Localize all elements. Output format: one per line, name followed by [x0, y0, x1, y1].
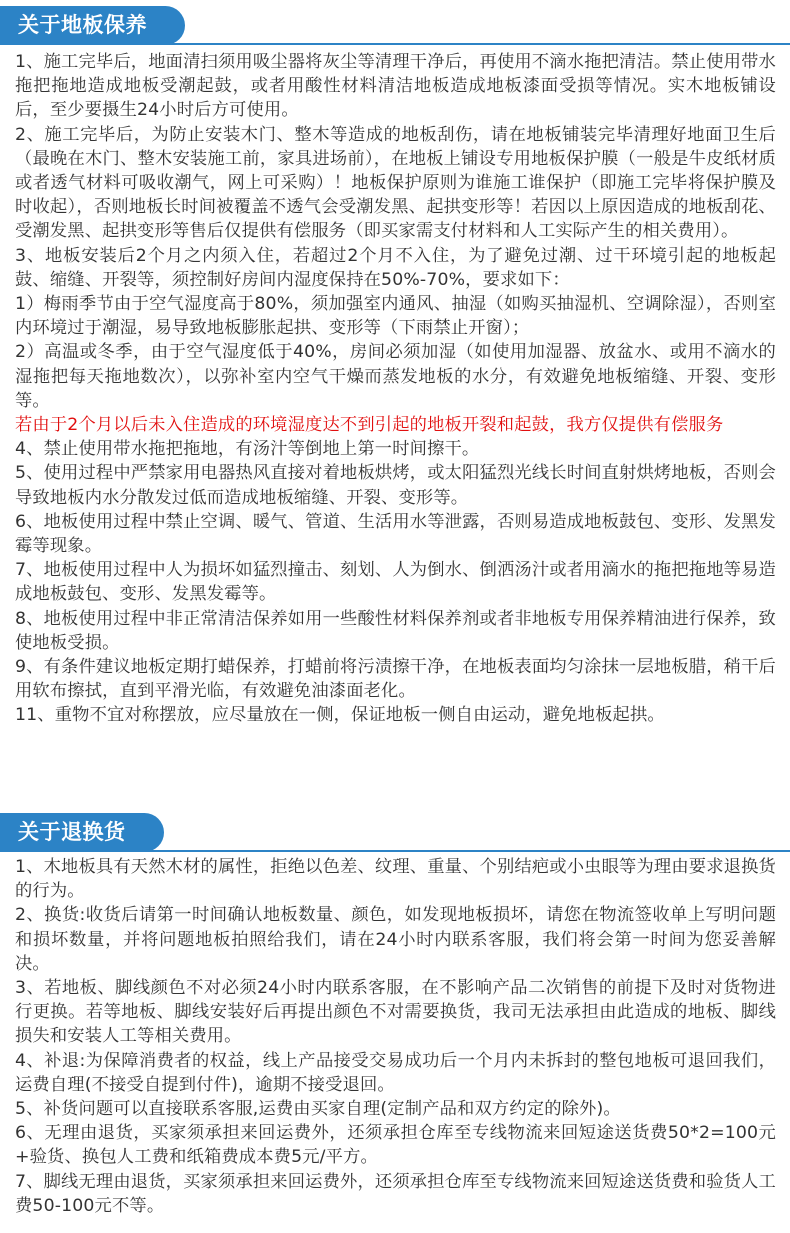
care-item-2: 2、施工完毕后，为防止安装木门、整木等造成的地板刮伤，请在地板铺装完毕清理好地面卫生后（最晚在木门、整木安装施工前，家具进场前），在地板上铺设专用地板保护膜（一般是牛皮纸材质或者透气材料可吸收潮气，网上可采购）！地板保护原则为谁施工谁保护（即施工完毕将保护膜及时收起），否则地板长时间被覆盖不透气会受潮发黑、起拱变形等！若因以上原因造成的地板刮花、受潮发黑、起拱变形等售后仅提供有偿服务（即买家需支付材料和人工实际产生的相关费用）。	[15, 124, 776, 242]
returns-item-3: 3、若地板、脚线颜色不对必须24小时内联系客服，在不影响产品二次销售的前提下及时对货物进行更换。若等地板、脚线安装好后再提出颜色不对需要换货，我司无法承担由此造成的地板、脚线损失和安装人工等相关费用。	[15, 978, 776, 1047]
returns-item-2: 2、换货:收货后请第一时间确认地板数量、颜色，如发现地板损坏，请您在物流签收单上写明问题和损坏数量，并将问题地板拍照给我们，请在24小时内联系客服，我们将会第一时间为您妥善解决。	[15, 905, 776, 974]
returns-item-1: 1、木地板具有天然木材的属性，拒绝以色差、纹理、重量、个别结疤或小虫眼等为理由要求退换货的行为。	[15, 857, 776, 902]
return-policy-section	[0, 813, 790, 1216]
care-item-1: 1、施工完毕后，地面清扫须用吸尘器将灰尘等清理干净后，再使用不滴水拖把清洁。禁止使用带水拖把拖地造成地板受潮起鼓，或者用酸性材料清洁地板造成地板漆面受损等情况。实木地板铺设后，至少要摄生24小时后方可使用。	[15, 52, 776, 121]
care-item-11: 11、重物不宜对称摆放，应尽量放在一侧，保证地板一侧自由运动，避免地板起拱。	[15, 705, 665, 726]
care-content	[0, 50, 790, 728]
returns-item-7: 7、脚线无理由退货，买家须承担来回运费外，还须承担仓库至专线物流来回短途送货费和验货人工费50-100元不等。	[15, 1171, 776, 1216]
care-item-7: 7、地板使用过程中人为损坏如猛烈撞击、刻划、人为倒水、倒洒汤汁或者用滴水的拖把拖地等易造成地板鼓包、变形、发黑发霉等。	[15, 560, 776, 605]
returns-content	[0, 855, 790, 1218]
care-item-3: 3、地板安装后2个月之内须入住，若超过2个月不入住，为了避免过潮、过干环境引起的地板起鼓、缩缝、开裂等，须控制好房间内湿度保持在50%-70%，要求如下：	[15, 245, 776, 290]
care-item-6: 6、地板使用过程中禁止空调、暖气、管道、生活用水等泄露，否则易造成地板鼓包、变形、发黑发霉等现象。	[15, 511, 776, 557]
care-item-4: 4、禁止使用带水拖把拖地，有汤汁等倒地上第一时间擦干。	[15, 439, 480, 460]
returns-item-5: 5、补货问题可以直接联系客服,运费由买家自理(定制产品和双方约定的除外)。	[15, 1099, 621, 1120]
floor-care-section	[0, 6, 790, 726]
returns-item-6: 6、无理由退货，买家须承担来回运费外，还须承担仓库至专线物流来回短途送货费50*2=100元+验货、换包人工费和纸箱费成本费5元/平方。	[15, 1123, 776, 1168]
care-item-3-sub-1: 1）梅雨季节由于空气湿度高于80%，须加强室内通风、抽湿（如购买抽湿机、空调除湿），否则室内环境过于潮湿，易导致地板膨胀起拱、变形等（下雨禁止开窗）；	[15, 294, 776, 339]
care-warning-note: 若由于2个月以后未入住造成的环境湿度达不到引起的地板开裂和起鼓，我方仅提供有偿服务	[15, 415, 724, 436]
section-title-returns: 关于退换货	[0, 813, 164, 852]
care-item-5: 5、使用过程中严禁家用电器热风直接对着地板烘烤，或太阳猛烈光线长时间直射烘烤地板，否则会导致地板内水分散发过低而造成地板缩缝、开裂、变形等。	[15, 463, 776, 508]
care-item-8: 8、地板使用过程中非正常清洁保养如用一些酸性材料保养剂或者非地板专用保养精油进行保养，致使地板受损。	[15, 608, 776, 653]
returns-item-4: 4、补退:为保障消费者的权益，线上产品接受交易成功后一个月内未拆封的整包地板可退回我们，运费自理(不接受自提到付件)，逾期不接受退回。	[15, 1050, 776, 1095]
section-title-care: 关于地板保养	[0, 6, 185, 45]
care-item-3-sub-2: 2）高温或冬季，由于空气湿度低于40%，房间必须加湿（如使用加湿器、放盆水、或用不滴水的湿拖把每天拖地数次），以弥补室内空气干燥而蒸发地板的水分，有效避免地板缩缝、开裂、变形等。	[15, 342, 776, 411]
care-item-9: 9、有条件建议地板定期打蜡保养，打蜡前将污渍擦干净，在地板表面均匀涂抹一层地板腊，稍干后用软布擦拭，直到平滑光临，有效避免油漆面老化。	[15, 657, 776, 702]
